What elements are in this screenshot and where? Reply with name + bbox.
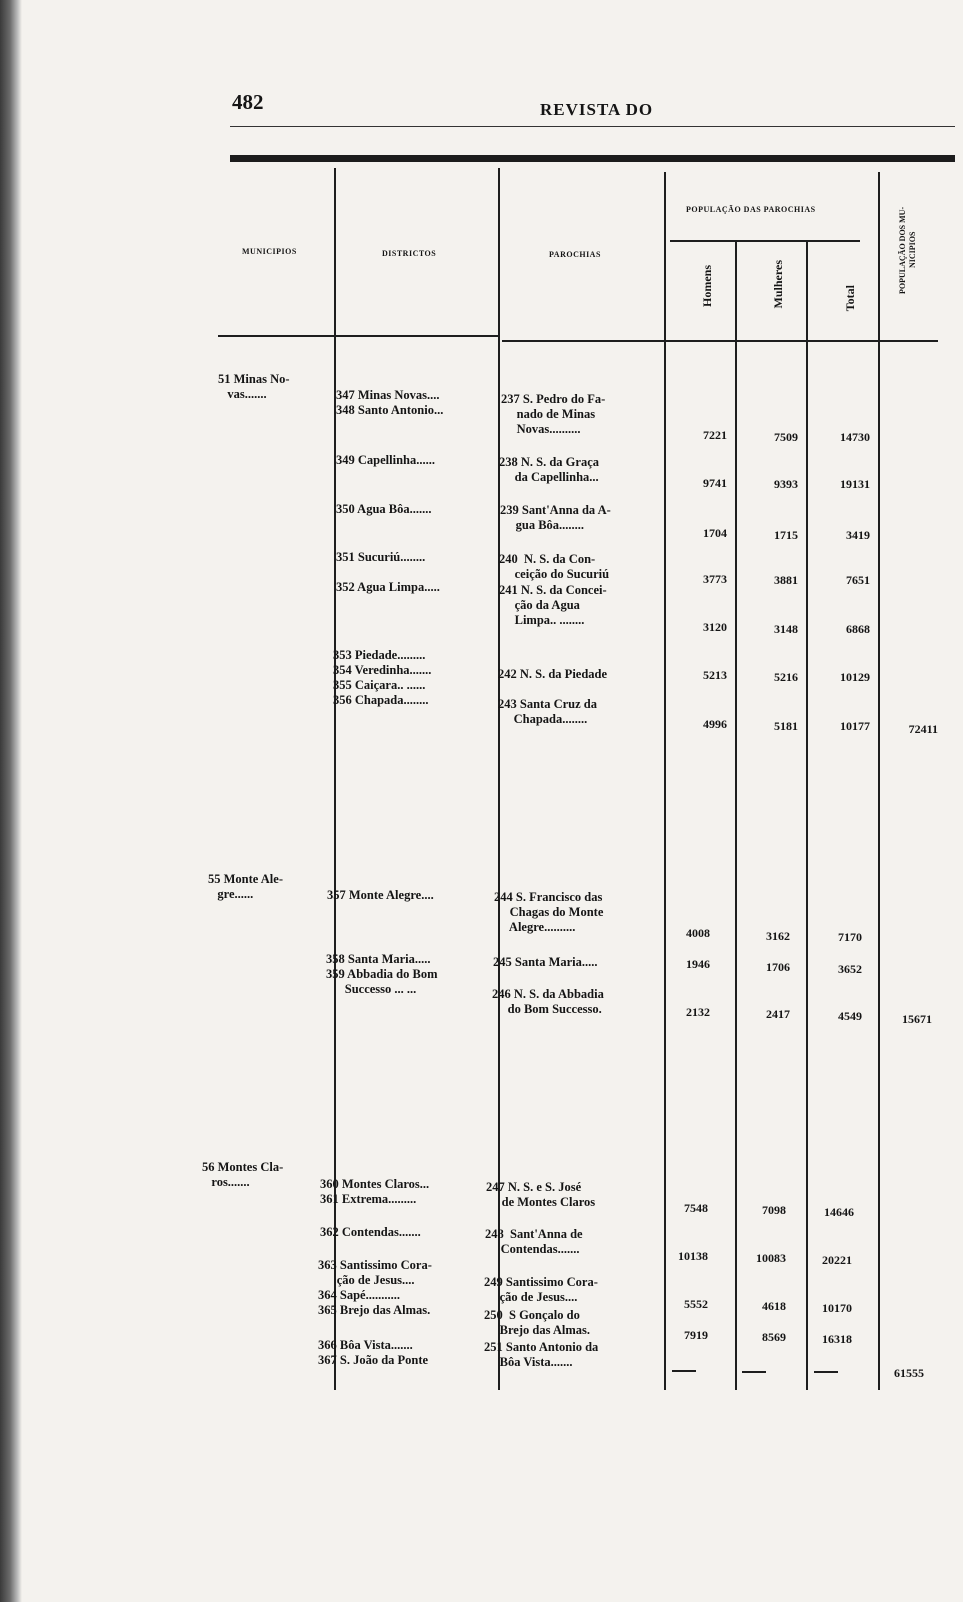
total-value: 7170 [838,930,862,944]
mulheres-value: 7509 [774,430,798,444]
homens-value: 7919 [684,1328,708,1342]
homens-value: 5213 [703,668,727,682]
district-entry: 357 Monte Alegre.... [327,888,434,902]
header-municipios: MUNICIPIOS [242,247,297,256]
mulheres-value: 2417 [766,1007,790,1021]
district-entry: 349 Capellinha...... [336,453,435,467]
parish-entry: 241 N. S. da Concei- ção da Agua Limpa.. ........ [499,583,607,627]
district-entry: 351 Sucuriú........ 352 Agua Limpa..... [336,550,440,594]
parish-entry: 250 S Gonçalo do Brejo das Almas. [484,1308,591,1337]
homens-value: 3773 [703,572,727,586]
header-populacao-municipios: POPULAÇÃO DOS MU- NICIPIOS [898,206,917,294]
homens-value: 1946 [686,957,710,971]
mulheres-value: 3162 [766,929,790,943]
header-districtos: DISTRICTOS [382,249,437,258]
parish-entry: 237 S. Pedro do Fa- nado de Minas Novas.......... [501,392,606,436]
district-entry: 347 Minas Novas.... 348 Santo Antonio... [336,388,444,417]
total-value: 4549 [838,1009,862,1023]
mulheres-value: 5181 [774,719,798,733]
parish-entry: 243 Santa Cruz da Chapada........ [498,697,597,726]
header-homens: Homens [700,265,714,307]
parish-entry: 242 N. S. da Piedade [498,667,608,681]
mulheres-value: 9393 [774,477,798,491]
homens-value: 7221 [703,428,727,442]
parish-entry: 245 Santa Maria..... [493,955,598,969]
table-top-rule [230,155,955,162]
total-value: 6868 [846,622,870,636]
total-value: 14730 [840,430,870,444]
parish-entry: 246 N. S. da Abbadia do Bom Successo. [492,987,604,1016]
district-entry: 358 Santa Maria..... 359 Abbadia do Bom Successo ... ... [326,952,438,996]
mulheres-value: 8569 [762,1330,786,1344]
municipio-name: 56 Montes Cla- ros....... [202,1160,284,1189]
page-number: 482 [232,90,264,114]
total-value: 14646 [824,1205,854,1219]
total-value: 10170 [822,1301,852,1315]
homens-value: 4996 [703,717,727,731]
header-bottom-rule-left [218,335,498,337]
mulheres-value: 4618 [762,1299,786,1313]
homens-value: 3120 [703,620,727,634]
mulheres-value: 10083 [756,1251,786,1265]
mulheres-value: 3881 [774,573,798,587]
total-value: 16318 [822,1332,852,1346]
district-entry: 362 Contendas....... [320,1225,421,1239]
district-entry: 360 Montes Claros... 361 Extrema......... [320,1177,430,1206]
total-value: 19131 [840,477,870,491]
mulheres-value: 1706 [766,960,790,974]
homens-dash [672,1370,696,1372]
parish-entry: 251 Santo Antonio da Bôa Vista....... [484,1340,599,1369]
homens-value: 7548 [684,1201,708,1215]
total-value: 10129 [840,670,870,684]
column-divider-municipios-pop [878,172,880,1390]
parish-entry: 238 N. S. da Graça da Capellinha... [499,455,599,484]
district-entry: 350 Agua Bôa....... [336,502,432,516]
header-mulheres: Mulheres [771,260,785,309]
total-value: 3419 [846,528,870,542]
parish-entry: 249 Santissimo Cora- ção de Jesus.... [484,1275,598,1304]
header-populacao-parochias: POPULAÇÃO DAS PAROCHIAS [686,205,816,214]
district-entry: 363 Santissimo Cora- ção de Jesus.... 364 Sapé........... 365 Brejo das Almas. [318,1258,432,1317]
header-total: Total [843,285,857,312]
homens-value: 10138 [678,1249,708,1263]
parish-entry: 247 N. S. e S. José de Montes Claros [486,1180,596,1209]
parish-entry: 244 S. Francisco das Chagas do Monte Alegre.......... [494,890,604,934]
municipio-name: 55 Monte Ale- gre...... [208,872,283,901]
total-value: 20221 [822,1253,852,1267]
homens-value: 5552 [684,1297,708,1311]
homens-value: 2132 [686,1005,710,1019]
homens-value: 4008 [686,926,710,940]
header-rule [230,126,955,127]
header-bottom-rule-right [502,340,938,342]
mulheres-value: 1715 [774,528,798,542]
parish-entry: 239 Sant'Anna da A- gua Bôa........ [500,503,611,532]
homens-value: 1704 [703,526,727,540]
header-parochias: PAROCHIAS [549,250,601,259]
total-dash [814,1371,838,1373]
mulheres-value: 7098 [762,1203,786,1217]
book-binding-edge [0,0,22,1602]
district-entry: 353 Piedade......... 354 Veredinha....... 355 Caiçara.. ...... 356 Chapada........ [333,648,432,707]
mulheres-dash [742,1371,766,1373]
municipio-population-value: 72411 [908,722,938,736]
parish-entry: 248 Sant'Anna de Contendas....... [485,1227,583,1256]
total-value: 3652 [838,962,862,976]
parish-entry: 240 N. S. da Con- ceição do Sucuriú [499,552,610,581]
header-subrule-populacao [670,240,860,242]
total-value: 7651 [846,573,870,587]
district-entry: 366 Bôa Vista....... 367 S. João da Ponte [318,1338,429,1367]
running-title: REVISTA DO [540,100,654,119]
municipio-population-value: 61555 [894,1366,924,1380]
total-value: 10177 [840,719,870,733]
municipio-name: 51 Minas No- vas....... [218,372,290,401]
municipio-population-value: 15671 [902,1012,932,1026]
homens-value: 9741 [703,476,727,490]
mulheres-value: 3148 [774,622,798,636]
mulheres-value: 5216 [774,670,798,684]
